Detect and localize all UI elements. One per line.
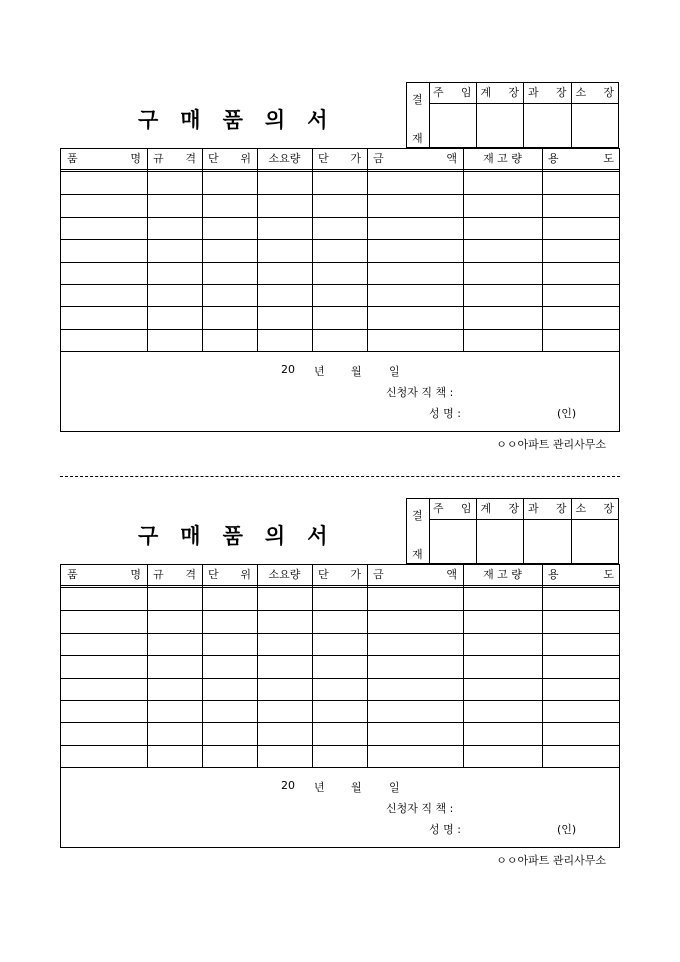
month-label: 월: [351, 781, 362, 794]
approval-col: [477, 83, 525, 147]
approval-col-char: 주: [433, 86, 444, 99]
title-char: 의: [264, 523, 286, 548]
approval-col: [524, 499, 572, 563]
header-text: 도: [603, 568, 614, 581]
header-text: 액: [446, 568, 457, 581]
table-header: [61, 565, 619, 588]
approval-col-title: [524, 83, 571, 104]
name-label: 성 명 :: [429, 823, 461, 836]
header-text: 금: [373, 152, 384, 165]
form-title: [138, 520, 349, 550]
header-cell: [202, 149, 257, 169]
header-text: 격: [185, 152, 196, 165]
table-row: [61, 678, 619, 700]
header-text: 규: [153, 568, 164, 581]
approval-side-char: 결: [412, 509, 423, 522]
header-text: 재 고 량: [483, 568, 522, 581]
title-char: 품: [222, 523, 243, 548]
table-row: [61, 655, 619, 677]
title-char: 서: [307, 523, 328, 548]
table-header: [61, 149, 619, 172]
header-cell: [463, 565, 542, 585]
header-text: 소요량: [268, 152, 301, 165]
approval-side-char: 재: [412, 132, 423, 145]
header-cell: [61, 565, 147, 585]
header-text: 위: [240, 152, 251, 165]
table-row: [61, 722, 619, 744]
approval-box: [406, 498, 619, 564]
table-row: [61, 745, 619, 767]
header-cell: [367, 565, 463, 585]
seal-label: (인): [557, 823, 577, 836]
header-text: 명: [130, 568, 141, 581]
approval-col-title: [429, 499, 476, 520]
applicant-label: 신청자 직 책 :: [386, 802, 454, 815]
seal-mark: [557, 405, 576, 421]
table-row: [61, 588, 619, 610]
header-cell: [312, 149, 367, 169]
header-text: 위: [240, 568, 251, 581]
header-text: 단: [208, 152, 219, 165]
header-cell: [61, 149, 147, 169]
title-char: 품: [222, 107, 243, 132]
form-title: [138, 104, 349, 134]
title-char: 매: [180, 107, 201, 132]
approval-col-char: 과: [528, 502, 539, 515]
approval-box: [406, 82, 619, 148]
header-text: 규: [153, 152, 164, 165]
approval-side-char: 재: [412, 548, 423, 561]
day-label: 일: [389, 365, 400, 378]
approval-col-char: 과: [528, 86, 539, 99]
approval-col-char: 주: [433, 502, 444, 515]
approval-col-char: 계: [480, 502, 492, 515]
approval-col-char: 소: [575, 502, 587, 515]
year-prefix: 20: [281, 363, 295, 376]
header-text: 가: [350, 152, 361, 165]
approval-side-char: 결: [412, 93, 423, 106]
approval-col-title: [572, 499, 619, 520]
header-text: 단: [318, 568, 329, 581]
header-text: 액: [446, 152, 457, 165]
day-label: 일: [389, 781, 400, 794]
approval-col-char: 장: [508, 502, 519, 515]
table-row: [61, 329, 619, 351]
table-row: [61, 239, 619, 261]
applicant-title: [386, 384, 453, 400]
table-row: [61, 194, 619, 216]
title-char: 매: [180, 523, 201, 548]
header-cell: [202, 565, 257, 585]
approval-col-title: [429, 83, 476, 104]
approval-col: [429, 499, 477, 563]
approval-col-char: 장: [508, 86, 519, 99]
header-text: 도: [603, 152, 614, 165]
approval-side-label: [407, 83, 430, 147]
header-cell: [147, 149, 202, 169]
table-row: [61, 172, 619, 194]
approval-col: [477, 499, 525, 563]
year-prefix: 20: [281, 779, 295, 792]
header-cell: [147, 565, 202, 585]
table-row: [61, 700, 619, 722]
approval-col-char: 장: [603, 86, 614, 99]
approval-col-char: 소: [575, 86, 587, 99]
title-char: 서: [307, 107, 328, 132]
approval-col: [572, 499, 619, 563]
table-row: [61, 217, 619, 239]
header-text: 품: [67, 152, 78, 165]
table-row: [61, 306, 619, 328]
items-table: [60, 148, 620, 432]
name-label: 성 명 :: [429, 407, 461, 420]
title-char: 구: [138, 107, 159, 132]
approval-col-char: 장: [555, 502, 567, 515]
seal-mark: [557, 821, 576, 837]
header-text: 재 고 량: [483, 152, 522, 165]
header-cell: [463, 149, 542, 169]
approval-col-title: [477, 83, 524, 104]
year-label: 년: [314, 781, 325, 794]
row-divider: [61, 767, 619, 768]
approval-col-char: 임: [460, 86, 472, 99]
year-label: 년: [314, 365, 325, 378]
header-text: 용: [548, 152, 559, 165]
table-row: [61, 610, 619, 632]
header-text: 품: [67, 568, 78, 581]
header-cell: [312, 565, 367, 585]
title-char: 구: [138, 523, 159, 548]
header-text: 가: [350, 568, 361, 581]
header-cell: [542, 565, 620, 585]
header-text: 소요량: [268, 568, 301, 581]
table-row: [61, 633, 619, 655]
header-text: 단: [318, 152, 329, 165]
approval-side-label: [407, 499, 430, 563]
approval-col-title: [477, 499, 524, 520]
items-table: [60, 564, 620, 848]
approval-columns: [429, 499, 618, 563]
title-char: 의: [264, 107, 286, 132]
approval-col-char: 계: [480, 86, 492, 99]
approval-col-char: 장: [603, 502, 614, 515]
approval-col-title: [524, 499, 571, 520]
header-cell: [367, 149, 463, 169]
header-text: 금: [373, 568, 384, 581]
applicant-title: [386, 800, 453, 816]
table-row: [61, 284, 619, 306]
approval-col-char: 장: [555, 86, 567, 99]
seal-label: (인): [557, 407, 577, 420]
month-label: 월: [351, 365, 362, 378]
header-text: 명: [130, 152, 141, 165]
header-cell: [257, 565, 312, 585]
approval-columns: [429, 83, 618, 147]
header-cell: [257, 149, 312, 169]
row-divider: [61, 351, 619, 352]
header-text: 단: [208, 568, 219, 581]
header-cell: [542, 149, 620, 169]
approval-col-title: [572, 83, 619, 104]
applicant-name: [429, 821, 461, 837]
organization-name: ㅇㅇ아파트 관리사무소: [496, 854, 606, 867]
table-row: [61, 262, 619, 284]
approval-col-char: 임: [460, 502, 472, 515]
approval-col: [429, 83, 477, 147]
approval-col: [572, 83, 619, 147]
header-text: 용: [548, 568, 559, 581]
cut-line: [60, 476, 620, 477]
applicant-name: [429, 405, 461, 421]
header-text: 격: [185, 568, 196, 581]
organization-name: ㅇㅇ아파트 관리사무소: [496, 438, 606, 451]
approval-col: [524, 83, 572, 147]
applicant-label: 신청자 직 책 :: [386, 386, 454, 399]
